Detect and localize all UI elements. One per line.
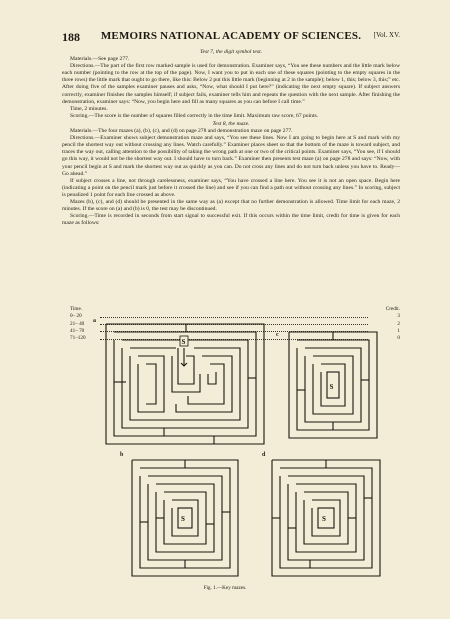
leader-dots — [100, 317, 368, 318]
score-row — [62, 313, 400, 320]
section2-materials: Materials.—The four mazes (a), (b), (c), and (d) on page 278 and demonstration maze on page 277. — [70, 128, 293, 135]
section2-title: Test 8, the maze. — [212, 120, 250, 127]
score-time: 0– 20 — [70, 313, 82, 320]
score-time: 41– 70 — [70, 327, 85, 334]
score-head-time: Time. — [70, 306, 83, 312]
score-credit: 1 — [397, 327, 400, 334]
section2-crossing: If subject crosses a line, not through carelessness, examiner says, “You have crossed a line here. You see it is not an open space. Begin here (indicating a point on the pencil mark just before it crossed the line) and see if you can find a path out without crossing any lines.” In scoring, subject is penalized 1 point for each line crossed as above. — [62, 177, 400, 198]
maze-c-label: c — [276, 332, 279, 338]
maze-c — [287, 330, 379, 440]
start-mark: S — [181, 338, 186, 346]
score-time: 71–120 — [70, 335, 86, 342]
section1-directions: Directions.—The part of the first row marked sample is used for demonstration. Examiner says, “You see these numbers and the little mark below each number (pointing to the row at the top of the page). Now, I want you to put in each one of these squares (pointing to the empty squares in the three rows) the little mark that ought to go there, like this: Below 2 put this little mark (beginning at 2 in the sample); below 1, this; below 3, this;” etc. After doing five of the samples examiner pauses and asks, “Now, what should I put here?” (indicating the next empty square). If subject answers correctly, examiner finishes the samples himself; if subject fails, examiner tells him and repeats the question with the next sample. After finishing the demonstration, examiner says: “Now, you begin here and fill as many squares as you can before I call time.” — [62, 63, 400, 105]
score-table-header — [62, 306, 400, 313]
section2-directions: Directions.—Examiner shows subject demonstration maze and says, “You see these lines. Now I am going to begin here at S and mark with my pencil the shortest way out without crossing any lines. Watch carefully.” Examiner places sheet so that the bottom of the maze is toward subject, and traces the way out, calling attention to the possibility of taking the wrong path at one or two of the critical points. Examiner says, “You see, if I should go this way, it would not be the shortest way out. I should have to turn back.” Examiner then presents test maze (a) on page 278 and says: “Now, with your pencil begin at S and mark the shortest way out as quickly as you can. Do not cross any lines and do not turn back unless you have to. Ready—Go ahead.” — [62, 135, 400, 177]
maze-b — [130, 458, 240, 578]
page-number: 188 — [62, 30, 80, 44]
section2-scoring: Scoring.—Time is recorded in seconds from start signal to successful exit. If this occurs within the time limit, credit for time is given for each maze as follows: — [62, 213, 400, 227]
score-credit: 0 — [397, 335, 400, 342]
running-header — [62, 30, 400, 44]
score-credit: 3 — [397, 313, 400, 320]
maze-b-label: b — [120, 452, 124, 458]
score-head-credit: Credit. — [385, 306, 400, 312]
body-text — [62, 49, 400, 227]
section1-title: Test 7, the digit symbol test. — [199, 49, 263, 55]
score-credit: 2 — [397, 320, 400, 327]
section1-time: Time, 2 minutes. — [70, 105, 108, 112]
section2-mazes: Mazes (b), (c), and (d) should be presented in the same way as (a) except that no further demonstration is allowed. Time limit for each maze, 2 minutes. If the score on (a) and (b) is 0, the test may be discontinued. — [62, 198, 400, 213]
start-mark: S — [181, 515, 185, 523]
maze-a — [104, 322, 266, 446]
running-title: MEMOIRS NATIONAL ACADEMY OF SCIENCES. — [100, 30, 362, 42]
volume-label: [Vol. XV. — [373, 31, 400, 39]
maze-d-label: d — [262, 452, 266, 458]
score-time: 21– 40 — [70, 320, 85, 327]
maze-d — [270, 458, 382, 578]
start-mark: S — [322, 515, 326, 523]
section1-materials: Materials.—See page 277. — [70, 56, 130, 63]
start-mark: S — [329, 383, 334, 391]
maze-a-label: a — [93, 318, 96, 324]
figure-caption: Fig. 1.—Key mazes. — [203, 585, 247, 591]
section1-scoring: Scoring.—The score is the number of squares filled correctly in the time limit. Maximum raw score, 67 points. — [70, 112, 319, 119]
